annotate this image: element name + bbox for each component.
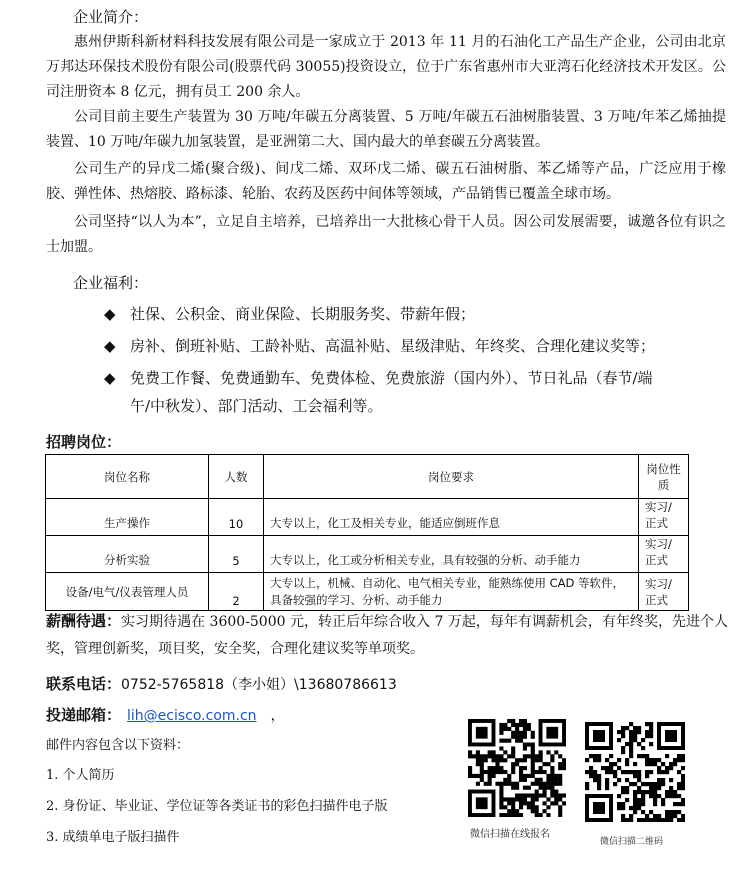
job-count: 2 [209, 573, 264, 611]
table-row [46, 536, 689, 573]
intro-paragraph-3: 公司生产的异戊二烯(聚合级)、间戊二烯、双环戊二烯、碳五石油树脂、苯乙烯等产品，广泛应用于橡胶、弹性体、热熔胶、路标漆、轮胎、农药及医药中间体等领域，产品销售已覆盖全球市场。 [46, 161, 726, 202]
job-name: 生产操作 [46, 499, 209, 536]
diamond-bullet-icon: ◆ [104, 337, 116, 355]
jobs-title: 招聘岗位： [46, 433, 122, 451]
materials-item: 3. 成绩单电子版扫描件 [46, 830, 180, 845]
intro-paragraph-2: 公司目前主要生产装置为 30 万吨/年碳五分离装置、5 万吨/年碳五石油树脂装置、3 万吨/年苯乙烯抽提装置、10 万吨/年碳九加氢装置，是亚洲第二大、国内最大的单套碳五分离装置。 [46, 109, 726, 150]
job-requirements: 大专以上，化工及相关专业，能适应倒班作息 [264, 499, 639, 536]
job-name: 设备/电气/仪表管理人员 [46, 573, 209, 611]
materials-intro: 邮件内容包含以下资料： [46, 738, 190, 753]
qr-code-wechat [585, 722, 685, 822]
materials-item: 1. 个人简历 [46, 768, 115, 783]
email-link[interactable]: lih@ecisco.com.cn [127, 708, 257, 724]
qr-caption-left: 微信扫描在线报名 [470, 829, 550, 840]
qr-code-signup [468, 719, 566, 817]
table-header-row [46, 455, 689, 499]
job-requirements: 大专以上，机械、自动化、电气相关专业，能熟练使用 CAD 等软件，具备较强的学习、分析、动手能力 [264, 573, 639, 611]
email-suffix: ， [270, 708, 285, 724]
email-line [46, 704, 285, 725]
header-count: 人数 [209, 455, 264, 499]
header-requirements: 岗位要求 [264, 455, 639, 499]
header-type: 岗位性质 [639, 455, 689, 499]
header-position: 岗位名称 [46, 455, 209, 499]
benefits-title: 企业福利： [73, 274, 149, 292]
intro-title: 企业简介： [73, 8, 149, 26]
email-label: 投递邮箱： [46, 706, 122, 724]
diamond-bullet-icon: ◆ [104, 305, 116, 323]
diamond-bullet-icon: ◆ [104, 369, 116, 387]
job-count: 10 [209, 499, 264, 536]
table-row [46, 573, 689, 611]
table-row [46, 499, 689, 536]
contact-phone: 0752-5765818（李小姐）\13680786613 [121, 677, 397, 693]
benefit-item: ◆ 免费工作餐、免费通勤车、免费体检、免费旅游（国内外）、节日礼品（春节/端 [104, 366, 653, 391]
intro-paragraph-4: 公司坚持“以人为本”，立足自主培养，已培养出一大批核心骨干人员。因公司发展需要，诚邀各位有识之士加盟。 [46, 214, 726, 255]
materials-item: 2. 身份证、毕业证、学位证等各类证书的彩色扫描件电子版 [46, 799, 388, 814]
job-type: 实习/正式 [639, 573, 689, 611]
contact-label: 联系电话： [46, 675, 122, 693]
salary-paragraph [46, 608, 728, 663]
job-requirements: 大专以上，化工或分析相关专业，具有较强的分析、动手能力 [264, 536, 639, 573]
qr-caption-right: 微信扫描二维码 [600, 837, 664, 847]
salary-label: 薪酬待遇： [46, 612, 122, 630]
job-name: 分析实验 [46, 536, 209, 573]
job-type: 实习/正式 [639, 499, 689, 536]
benefit-item: ◆ 社保、公积金、商业保险、长期服务奖、带薪年假； [104, 302, 475, 327]
job-count: 5 [209, 536, 264, 573]
intro-paragraph-1: 惠州伊斯科新材料科技发展有限公司是一家成立于 2013 年 11 月的石油化工产品生产企业，公司由北京万邦达环保技术股份有限公司(股票代码 30055)投资设立，位于广东省惠州市大亚湾石化经济技术开发区。公司注册资本 8 亿元，拥有员工 200 余人。 [46, 34, 726, 100]
contact-line [46, 673, 397, 694]
salary-text: 实习期待遇在 3600-5000 元，转正后年综合收入 7 万起，每年有调薪机会，有年终奖，先进个人奖，管理创新奖，项目奖，安全奖，合理化建议奖等单项奖。 [46, 614, 728, 657]
benefit-item-continued: 午/中秋发）、部门活动、工会福利等。 [130, 397, 383, 415]
job-type: 实习/正式 [639, 536, 689, 573]
benefit-item: ◆ 房补、倒班补贴、工龄补贴、高温补贴、星级津贴、年终奖、合理化建议奖等； [104, 334, 655, 359]
jobs-table [45, 454, 689, 611]
